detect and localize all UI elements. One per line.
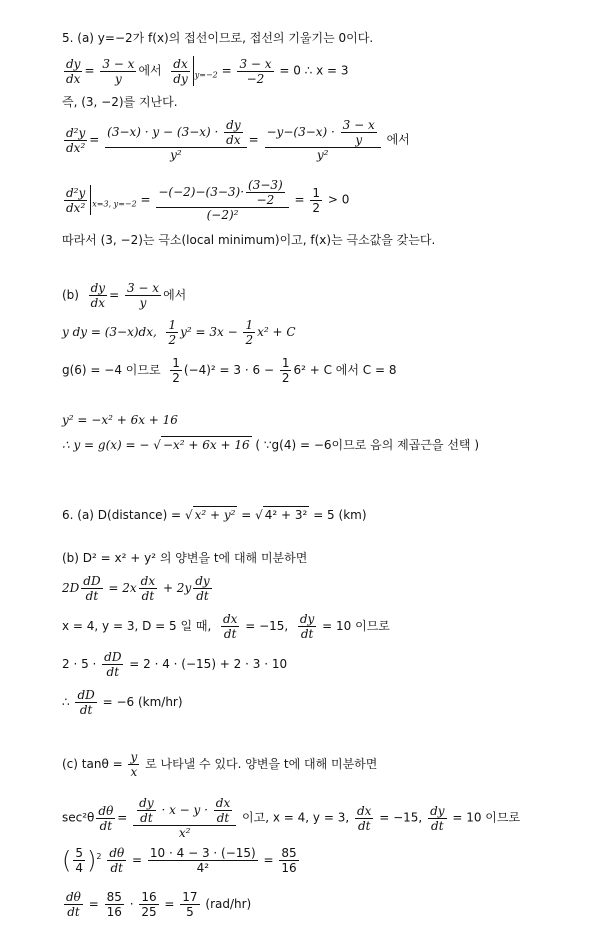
p6c-eq3: $\frac{d\theta}{dt}$ = $\frac{85}{16}$ · $\frac{16}{25}$ = $\frac{17}{5}$ (rad/hr) — [66, 890, 252, 919]
p5a-point: 즉, (3, −2)를 지난다. — [62, 95, 178, 109]
p5b-eq2: y dy = (3−x)dx, $\frac{1}{2}$ y² = 3x − $\frac{1}{2}$ x² + C — [62, 318, 296, 347]
p6c-eq2: ( $\frac{5}{4}$ )$^2$ $\frac{d\theta}{dt}$ = $\frac{10 \cdot 4 - 3 \cdot (-15)}{\text{4²}}$ = $\frac{85}{16}$ — [62, 846, 297, 875]
p5a-intro: 5. (a) y=−2가 f(x)의 접선이므로, 접선의 기울기는 0이다. — [62, 31, 374, 45]
p5b-eq4: y² = −x² + 6x + 16 — [62, 413, 178, 427]
p6b-eq1: 2D $\frac{dD}{dt}$ = 2x $\frac{dx}{dt}$ + 2y $\frac{dy}{dt}$ — [62, 574, 210, 603]
p5b-eq1: (b) $\frac{dy}{dx}$ = $\frac{3 - x}{y}$ 에서 — [62, 281, 187, 310]
p6b-eq4: ∴ $\frac{dD}{dt}$ = −6 (km/hr) — [62, 688, 183, 717]
p5b-eq5: ∴ y = g(x) = − √ −x² + 6x + 16 ( ∵g(4) = −6이므로 음의 제곱근을 선택 ) — [62, 438, 479, 452]
p5a-eq3: $\frac{\text{d²y}}{\text{dx²}}$ $_{x=3, y=-2}$ = −(−2)−(3−3)· $\frac{(3-3)}{-2}$ (−2)² = $\frac{1}{2}$ > 0 — [66, 178, 350, 222]
p6b-eq3: 2 · 5 · $\frac{dD}{dt}$ = 2 · 4 · (−15) + 2 · 3 · 10 — [62, 650, 288, 679]
p6b-eq2: x = 4, y = 3, D = 5 일 때, $\frac{dx}{dt}$ = −15, $\frac{dy}{dt}$ = 10 이므로 — [62, 612, 390, 641]
p5a-eq1: $\frac{dy}{dx}$ = $\frac{3 - x}{y}$ 에서 $\frac{dx}{dy}$ $_{y=-2}$ = $\frac{3 - x}{-2}$ = 0 ∴ x = 3 — [66, 56, 349, 86]
p5a-eq2: $\frac{\text{d²y}}{\text{dx²}}$ = (3−x) · y − (3−x) · $\frac{dy}{dx}$ y² = −y−(3−x) · $\frac{3 - x}{y}$ y² 에서 — [66, 118, 410, 162]
p5b-eq3: g(6) = −4 이므로 $\frac{1}{2}$ (−4)² = 3 · 6 − $\frac{1}{2}$ 6² + C 에서 C = 8 — [62, 356, 397, 385]
p6c-eq1: sec²θ $\frac{d\theta}{dt}$ = $\frac{dy}{dt}$ · x − y · $\frac{dx}{dt}$ x² 이고, x = 4, y = 3, $\frac{dx}{dt}$ = −15, $\frac{dy}{dt}$ = 10 이므로 — [62, 796, 521, 840]
p6a-line: 6. (a) D(distance) = √ x² + y² = √ 4² + 3² = 5 (km) — [62, 508, 367, 522]
p6c-line: (c) tanθ = $\frac{y}{x}$ 로 나타낼 수 있다. 양변을 t에 대해 미분하면 — [62, 750, 378, 779]
p6b-line: (b) D² = x² + y² 의 양변을 t에 대해 미분하면 — [62, 551, 308, 565]
p5a-conclusion: 따라서 (3, −2)는 극소(local minimum)이고, f(x)는 극소값을 갖는다. — [62, 233, 436, 247]
